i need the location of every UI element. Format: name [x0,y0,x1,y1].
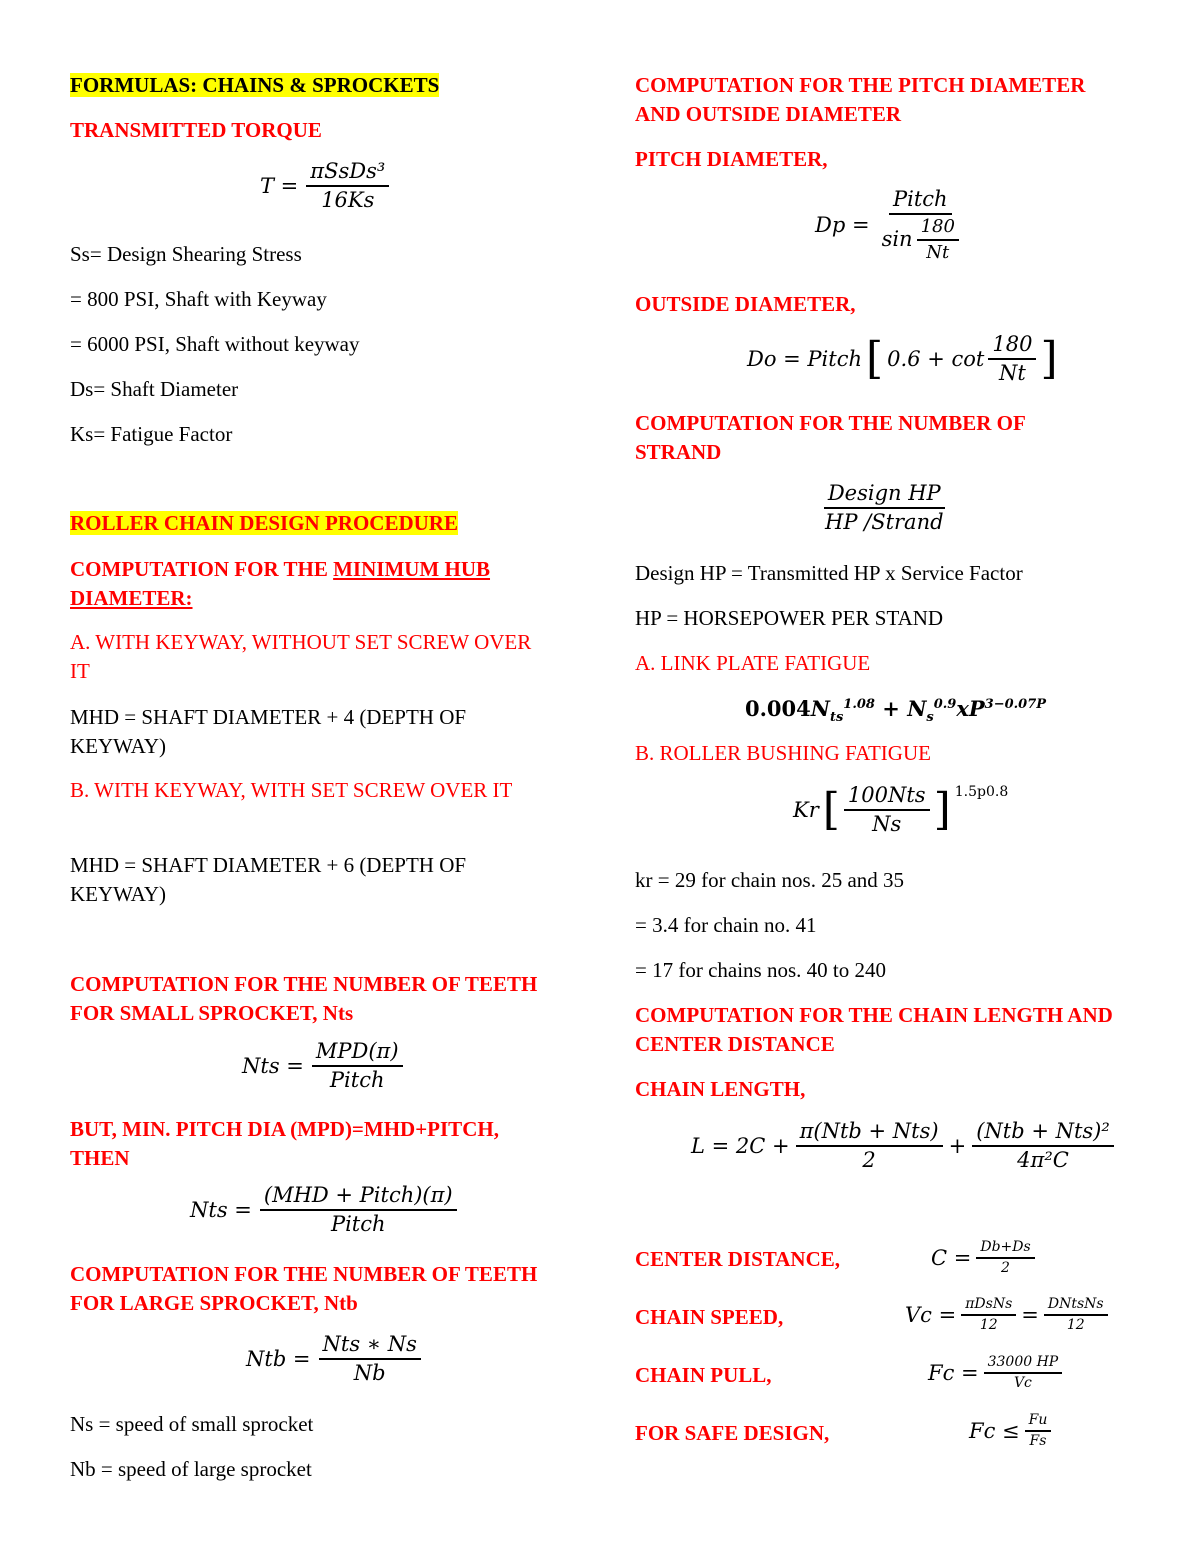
definition-ss-keyway: = 800 PSI, Shaft with Keyway [70,287,327,311]
formula-numerator: Design HP [824,482,945,509]
formula-exponent: 1.5p0.8 [954,784,1009,800]
torque-formula [260,160,389,212]
chain-length-formula [691,1120,1114,1172]
strand-heading: COMPUTATION FOR THE NUMBER OF STRAND [635,411,1026,464]
chain-length-heading: COMPUTATION FOR THE CHAIN LENGTH AND CENTER DISTANCE [635,1003,1113,1056]
chain-length-label: CHAIN LENGTH, [635,1077,806,1101]
safe-design-formula [969,1413,1051,1450]
formula-lhs: Nts = [242,1054,304,1079]
formula-denominator: 16Ks [321,188,375,213]
equals-sign: = [1021,1303,1039,1328]
formula-numerator: 180 [988,333,1036,360]
strand-formula [821,482,948,534]
kr-value-3: = 17 for chains nos. 40 to 240 [635,958,886,982]
formula-denominator: Vc [1013,1375,1032,1392]
center-distance-label: CENTER DISTANCE, [635,1247,840,1271]
nts-heading: COMPUTATION FOR THE NUMBER OF TEETH FOR SMALL SPROCKET, Nts [70,972,538,1025]
close-bracket: ] [933,784,951,836]
procedure-title: ROLLER CHAIN DESIGN PROCEDURE [70,511,458,535]
formula-fraction [821,482,948,534]
nts-formula-1 [242,1040,403,1092]
outside-diameter-label: OUTSIDE DIAMETER, [635,292,856,316]
formula-lhs: L = 2C + [691,1134,790,1159]
formula-denominator: 12 [1066,1317,1085,1334]
formula-fraction [984,1355,1063,1392]
formula-inner: 0.6 + cot [887,347,985,372]
case-b-label: B. WITH KEYWAY, WITH SET SCREW OVER IT [70,778,513,802]
formula-fraction [844,784,930,836]
link-plate-label: A. LINK PLATE FATIGUE [635,651,871,675]
close-bracket: ] [1040,333,1058,385]
chain-pull-formula [928,1355,1062,1392]
formula-numerator: (Ntb + Nts)² [972,1120,1114,1147]
definition-ss-no-keyway: = 6000 PSI, Shaft without keyway [70,332,360,356]
formula-fraction-2 [972,1120,1114,1172]
formula-lhs: T = [260,174,299,199]
formula-lhs: Do = Pitch [747,347,862,372]
safe-design-label: FOR SAFE DESIGN, [635,1421,830,1445]
formula-fraction [319,1333,421,1385]
link-plate-expression: $0.004N_{ts}^{1.08} + N_s^{0.9}xP^{3-0.07P}$ [745,696,1047,726]
roller-bushing-label: B. ROLLER BUSHING FATIGUE [635,741,931,765]
formula-denominator: HP /Strand [825,510,944,535]
formula-fraction [312,1040,403,1092]
chain-pull-label: CHAIN PULL, [635,1363,772,1387]
formula-numerator: MPD(π) [312,1040,403,1067]
link-plate-formula [745,696,1046,725]
open-bracket: [ [866,333,884,385]
formula-fraction [260,1184,457,1236]
outside-diameter-formula [747,333,1058,385]
pitch-diameter-formula [815,188,963,263]
ns-definition: Ns = speed of small sprocket [70,1412,314,1436]
open-bracket: [ [822,784,840,836]
formula-denominator: Pitch [330,1212,386,1237]
nb-definition: Nb = speed of large sprocket [70,1457,312,1481]
mhd-case-b: MHD = SHAFT DIAMETER + 6 (DEPTH OF KEYWAY) [70,853,467,906]
pitch-diameter-heading: COMPUTATION FOR THE PITCH DIAMETER AND OUTSIDE DIAMETER [635,73,1086,126]
formula-denominator: 12 [979,1317,998,1334]
definition-ks: Ks= Fatigue Factor [70,422,233,446]
design-hp-definition: Design HP = Transmitted HP x Service Factor [635,561,1023,585]
formula-denominator: Pitch [329,1068,385,1093]
ntb-heading: COMPUTATION FOR THE NUMBER OF TEETH FOR LARGE SPROCKET, Ntb [70,1262,538,1315]
kr-value-1: kr = 29 for chain nos. 25 and 35 [635,868,905,892]
kr-value-2: = 3.4 for chain no. 41 [635,913,817,937]
page-title: FORMULAS: CHAINS & SPROCKETS [70,73,440,97]
formula-fraction [988,333,1036,385]
torque-heading: TRANSMITTED TORQUE [70,118,322,142]
formula-fraction [976,1240,1034,1277]
formula-numerator: πSsDs³ [306,160,389,187]
formula-numerator: πDsNs [961,1297,1016,1316]
formula-numerator: Fu [1025,1413,1052,1432]
mhd-heading: COMPUTATION FOR THE MINIMUM HUB DIAMETER: [70,557,491,610]
case-a-label: A. WITH KEYWAY, WITHOUT SET SCREW OVER IT [70,630,532,683]
formula-fraction [306,160,389,212]
formula-numerator: 33000 HP [984,1355,1063,1374]
formula-denominator: Fs [1029,1433,1047,1450]
center-distance-formula [931,1240,1035,1277]
formula-fraction [878,188,963,263]
formula-lhs: Dp = [815,213,870,238]
definition-ss: Ss= Design Shearing Stress [70,242,302,266]
formula-lhs: Nts = [190,1198,252,1223]
formula-denominator: Nt [998,361,1026,386]
formula-lhs: Ntb = [246,1347,311,1372]
formula-denominator: 2 [862,1148,876,1173]
pitch-diameter-label: PITCH DIAMETER, [635,147,828,171]
formula-lhs: Fc = [928,1361,979,1386]
chain-speed-label: CHAIN SPEED, [635,1305,784,1329]
roller-bushing-formula [793,784,1008,836]
formula-denominator: sin $\frac{180}{Nt}$ [878,215,963,263]
ntb-formula [246,1333,421,1385]
mhd-case-a: MHD = SHAFT DIAMETER + 4 (DEPTH OF KEYWAY) [70,705,467,758]
formula-numerator: 100Nts [844,784,930,811]
formula-denominator: 4π²C [1017,1148,1069,1173]
formula-lhs: Fc ≤ [969,1419,1020,1444]
hp-definition: HP = HORSEPOWER PER STAND [635,606,944,630]
formula-numerator: π(Ntb + Nts) [796,1120,943,1147]
nts-formula-2 [190,1184,457,1236]
mpd-note: BUT, MIN. PITCH DIA (MPD)=MHD+PITCH, THEN [70,1117,499,1170]
formula-lhs: C = [931,1246,972,1271]
definition-ds: Ds= Shaft Diameter [70,377,239,401]
formula-numerator: Db+Ds [976,1240,1034,1259]
formula-fraction-1 [796,1120,943,1172]
plus-sign: + [948,1134,967,1159]
sin-fraction: $\frac{180}{Nt}$ [917,217,959,263]
formula-denominator: Nb [353,1361,386,1386]
formula-fraction-2 [1044,1297,1108,1334]
formula-fraction [1025,1413,1052,1450]
formula-fraction-1 [961,1297,1016,1334]
formula-numerator: Nts ∗ Ns [319,1333,421,1360]
formula-lhs: Vc = [905,1303,957,1328]
formula-numerator: Pitch [889,188,952,215]
formula-numerator: (MHD + Pitch)(π) [260,1184,457,1211]
formula-denominator: Ns [872,812,902,837]
formula-kr: Kr [793,798,819,823]
formula-numerator: DNtsNs [1044,1297,1108,1316]
formula-denominator: 2 [1001,1260,1010,1277]
chain-speed-formula [905,1297,1108,1334]
